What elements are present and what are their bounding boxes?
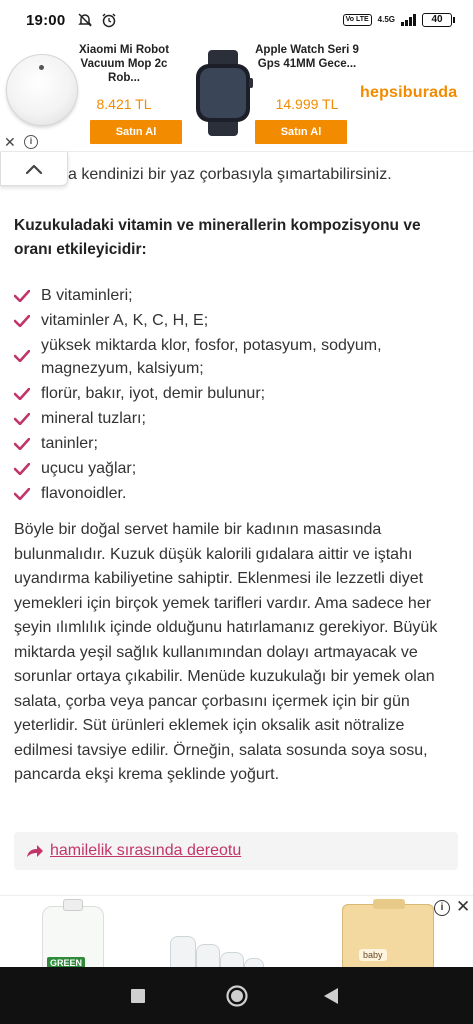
top-ad-banner[interactable] bbox=[0, 40, 473, 152]
bottom-ad-close-icon[interactable]: ✕ bbox=[456, 897, 471, 916]
lte-badge: Vo LTE bbox=[343, 14, 372, 26]
check-icon bbox=[14, 290, 30, 302]
status-icons-left bbox=[77, 12, 117, 28]
product-price-1: 8.421 TL bbox=[96, 96, 152, 112]
list-item-text: flavonoidler. bbox=[41, 485, 127, 502]
list-item bbox=[14, 432, 454, 455]
buy-button-2[interactable]: Satın Al bbox=[255, 120, 347, 144]
collapse-ad-button[interactable] bbox=[0, 152, 68, 186]
ad-info-icon[interactable]: i bbox=[24, 135, 38, 149]
buy-button-1[interactable]: Satın Al bbox=[90, 120, 182, 144]
list-item bbox=[14, 284, 454, 307]
nutrient-list bbox=[14, 284, 454, 507]
related-article-link[interactable]: hamilelik sırasında dereotu bbox=[50, 842, 242, 859]
product-name-1[interactable]: Xiaomi Mi Robot Vacuum Mop 2c Rob... bbox=[78, 44, 170, 84]
share-arrow-icon bbox=[26, 844, 44, 858]
list-item bbox=[14, 482, 454, 505]
list-item-text: yüksek miktarda klor, fosfor, potasyum, sodyum, magnezyum, kalsiyum; bbox=[41, 337, 382, 377]
check-icon bbox=[14, 388, 30, 400]
battery-icon bbox=[422, 13, 455, 27]
signal-icon bbox=[401, 14, 416, 26]
detergent-bottle-image[interactable] bbox=[42, 906, 104, 967]
home-icon[interactable] bbox=[225, 984, 249, 1008]
list-item bbox=[14, 407, 454, 430]
list-item-text: uçucu yağlar; bbox=[41, 460, 137, 477]
back-icon[interactable] bbox=[323, 987, 339, 1005]
list-item-text: mineral tuzları; bbox=[41, 410, 146, 427]
recent-apps-icon[interactable] bbox=[130, 988, 146, 1004]
product-price-2: 14.999 TL bbox=[275, 96, 339, 112]
baby-bottles-image[interactable] bbox=[168, 924, 268, 967]
list-item-text: taninler; bbox=[41, 435, 98, 452]
battery-level: 40 bbox=[422, 13, 452, 27]
check-icon bbox=[14, 350, 30, 362]
alarm-clock-icon bbox=[101, 12, 117, 28]
bottom-ad-info-icon[interactable]: i bbox=[434, 900, 450, 916]
apple-watch-image[interactable] bbox=[186, 50, 260, 136]
status-icons-right bbox=[343, 13, 455, 27]
hepsiburada-logo[interactable]: hepsiburada bbox=[360, 84, 458, 101]
list-item-text: florür, bakır, iyot, demir bulunur; bbox=[41, 385, 266, 402]
robot-vacuum-image[interactable] bbox=[6, 54, 78, 126]
check-icon bbox=[14, 315, 30, 327]
article-paragraph: Böyle bir doğal servet hamile bir kadının masasında bulunmalıdır. Kuzuk düşük kalorili gıdalara aittir ve iştahı uyandırma kabiliyetine sahiptir. Eklenmesi ile lezzetli diyet yemekleri için birçok yemek tarifleri vardır. Ama sadece her şeyin ılımlılık içinde olduğunu hatırlamanız gerekiyor. Büyük miktarda yeşil sağlık kullanımından dolayı artmayacak ve sorunlar ortaya çıkabilir. Menüde kuzukulağı bir yemek olan salata, çorba veya pancar çorbasını içermek için bir gün yeterlidir. Süt ürünleri eklemek için oksalik asit nötralize edilmesi tavsiye edilir. Örneğin, salata sosunda soya sosu, pancarda ekşi krema şeklinde yoğurt. bbox=[14, 521, 438, 783]
status-bar bbox=[0, 0, 473, 40]
chevron-up-icon bbox=[25, 164, 43, 175]
product-name-2[interactable]: Apple Watch Seri 9 Gps 41MM Gece... bbox=[255, 44, 359, 70]
baby-detergent-image[interactable] bbox=[342, 904, 434, 967]
section-heading: Kuzukuladaki vitamin ve minerallerin kompozisyonu ve oranı etkileyicidir: bbox=[14, 217, 421, 258]
check-icon bbox=[14, 463, 30, 475]
status-time: 19:00 bbox=[26, 11, 66, 29]
list-item bbox=[14, 382, 454, 405]
related-article-box[interactable] bbox=[14, 832, 458, 870]
list-item bbox=[14, 457, 454, 480]
check-icon bbox=[14, 438, 30, 450]
alarm-off-icon bbox=[77, 12, 93, 28]
check-icon bbox=[14, 413, 30, 425]
list-item bbox=[14, 334, 454, 380]
list-item-text: vitaminler A, K, C, H, E; bbox=[41, 312, 209, 329]
ad-close-icon[interactable]: ✕ bbox=[4, 134, 16, 150]
list-item bbox=[14, 309, 454, 332]
check-icon bbox=[14, 488, 30, 500]
net-speed: 4.5G bbox=[377, 15, 395, 24]
list-item-text: B vitaminleri; bbox=[41, 287, 133, 304]
green-label: GREEN bbox=[47, 957, 85, 967]
baby-label: baby bbox=[359, 949, 387, 961]
bottom-ad-banner[interactable] bbox=[0, 895, 473, 967]
system-nav-bar bbox=[0, 967, 473, 1024]
article-top-text: a kendinizi bir yaz çorbasıyla şımartabilirsiniz. bbox=[68, 166, 392, 183]
